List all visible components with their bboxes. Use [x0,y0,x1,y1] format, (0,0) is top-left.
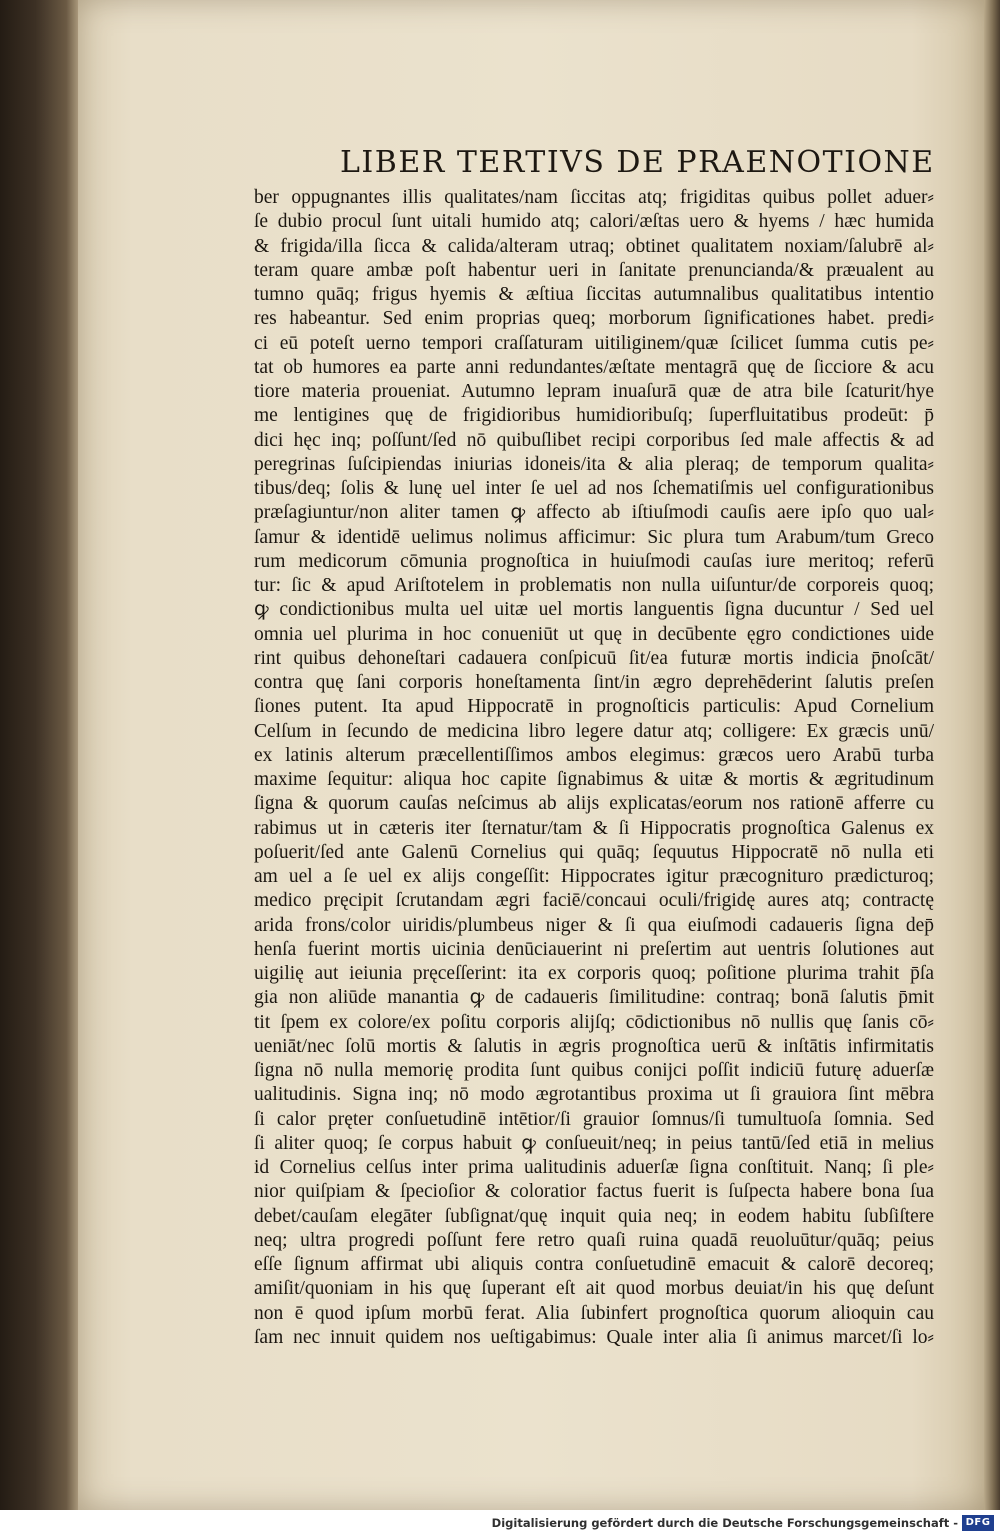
text-line: ſi aliter quoq; ſe corpus habuit ꝙ conſueuit/neq; in peius tantū/ſed etiā in melius [254,1132,934,1154]
text-line: ſamur & identidē uelimus nolimus afficimur: Sic plura tum Arabum/tum Greco [254,526,934,548]
text-line: uigilię aut ieiunia pręceſſerint: ita ex corporis quoq; poſitione plurima trahit p̄ſa [254,963,934,984]
text-line: peregrinas ſuſcipiendas iniurias idoneis/ita & alia pleraq; de temporum qualita⸗ [254,453,934,475]
text-line: rum medicorum cōmunia prognoſtica in huiuſmodi cauſas iure meritoq; referū [254,550,934,572]
text-line: ꝙ condictionibus multa uel uitæ uel mortis languentis ſigna ducuntur / Sed uel [254,599,934,621]
text-line: res habeantur. Sed enim proprias queq; morborum ſignificationes habet. predi⸗ [254,308,934,330]
footer-credit: Digitalisierung gefördert durch die Deutsche Forschungsgemeinschaft - [491,1516,958,1530]
dfg-logo: DFG [962,1515,994,1531]
page-edge [984,0,1000,1510]
book-gutter [0,0,78,1510]
text-line: eſſe ſignum affirmat ubi aliquis contra conſuetudinē emacuit & calorē decoreq; [254,1254,934,1275]
text-line: tat ob humores ea parte anni redundantes/æſtate mentagrā quę de ſicciore & acu [254,356,934,378]
text-line: tibus/deq; ſolis & lunę uel inter ſe uel ad nos ſchematiſmis uel configurationibus [254,478,934,499]
text-line: ſiones putent. Ita apud Hippocratē in prognoſticis particulis: Apud Cornelium [254,696,934,718]
text-line: me lentigines quę de frigidioribus humidioribuſq; ſuperfluitatibus prodeūt: p̄ [254,405,934,427]
text-line: tiore materia proueniat. Autumno lepram inuaſurā quæ de atra bile ſcaturit/hye [254,381,934,402]
text-line: poſuerit/ſed ante Galenū Cornelius qui quāq; ſequutus Hippocratē nō nulla eti [254,841,934,863]
text-line: ſam nec innuit quidem nos ueſtigabimus: Quale inter alia ſi animus marcet/ſi lo⸗ [254,1326,934,1348]
text-line: ualitudinis. Signa inq; nō modo ægrotantibus proxima ut ſi grauiora ſint mēbra [254,1084,934,1106]
text-line: tumno quāq; frigus hyemis & æſtiua ſiccitas autumnalibus qualitatibus intentio [254,284,934,305]
text-line: dici hęc inq; poſſunt/ſed nō quibuſlibet recipi corporibus ſed male affectis & ad [254,429,934,451]
text-line: omnia uel plurima in hoc conueniūt ut quę in decūbente ęgro condictiones uide [254,623,934,645]
text-line: tur: ſic & apud Ariſtotelem in problematis non nulla uiſuntur/de corporeis quoq; [254,575,934,596]
text-line: tit ſpem ex colore/ex poſitu corporis alijſq; cōdictionibus nō nullis quę ſanis cō⸗ [254,1011,934,1033]
text-line: ſi calor pręter conſuetudinē intētior/ſi grauior ſomnus/ſi tumultuoſa ſomnia. Sed [254,1108,934,1130]
text-line: ueniāt/nec ſolū mortis & ſalutis in ægris prognoſtica uerū & inſtātis infirmitatis [254,1035,934,1057]
running-head: LIBER TERTIVS DE PRAENOTIONE [340,145,935,180]
text-line: am uel a ſe uel ex alijs congeſſit: Hippocrates igitur præcogniturо prædicturoq; [254,866,934,887]
text-line: teram quare ambæ poſt habentur ueri in ſanitate prenuncianda/& præualent au [254,259,934,281]
text-line: medico pręcipit ſcrutandam ægri faciē/concaui oculi/frigidę aures atq; contractę [254,890,934,912]
text-line: arida frons/color uiridis/plumbeus niger & ſi qua eiuſmodi cadaueris ſigna dep̄ [254,914,934,936]
text-line: debet/cauſam elegāter ſubſignat/quę inquit quia neq; in eodem habitu ſubſiſtere [254,1205,934,1227]
text-line: rint quibus dehoneſtari cadauera conſpicuū ſit/ea futuræ mortis indicia p̄noſcāt/ [254,647,934,669]
text-line: id Cornelius celſus inter prima ualitudinis aduerſæ ſigna conſtituit. Nanq; ſi ple⸗ [254,1157,934,1178]
text-line: henſa fuerint mortis uicinia denūciauerint ni preſertim aut uentris ſolutiones aut [254,938,934,960]
text-line: amiſit/quoniam in his quę ſuperant eſt ait quod morbus deuiat/in his quę deſunt [254,1278,934,1300]
text-line: ſigna nō nulla memorię prodita ſunt quibus conijci poſſit indiciū futurę aduerſæ [254,1060,934,1081]
footer-bar [0,1510,1000,1537]
text-line: præſagiuntur/non aliter tamen ꝙ affecto ab iſtiuſmodi cauſis aere ipſo quo ual⸗ [254,502,934,524]
text-line: neq; ultra progredi poſſunt fere retro quaſi ruina quadā reuoluūtur/quāq; peius [254,1229,934,1251]
text-line: ber oppugnantes illis qualitates/nam ſiccitas atq; frigiditas quibus pollet aduer⸗ [254,187,934,208]
text-line: contra quę ſani corporis honeſtamenta ſint/in ægro deprehēderint ſalutis preſen [254,672,934,693]
text-line: ex latinis alterum præcellentiſſimos ambos elegimus: græcos uero Arabū turba [254,744,934,766]
text-line: ci eū poteſt uerno tempori craſſaturam uitiliginem/quæ ſcilicet ſumma cutis pe⸗ [254,332,934,354]
text-block [254,186,934,1350]
text-line: ſigna & quorum cauſas neſcimus ab alijs explicatas/eorum nos rationē afferre cu [254,793,934,815]
text-line: Celſum in ſecundo de medicina libro legere datur atq; colligere: Ex græcis unū/ [254,720,934,742]
text-line: non ē quod ipſum morbū ferat. Alia ſubinfert prognoſtica quorum alioquin cau [254,1302,934,1324]
text-line: & frigida/illa ſicca & calida/alteram utraq; obtinet qualitatem noxiam/ſalubrē al⸗ [254,235,934,257]
text-line: gia non aliūde manantia ꝙ de cadaueris ſimilitudine: contraq; bonā ſalutis p̄mit [254,987,934,1009]
text-line: ſe dubio procul ſunt uitali humido atq; calori/æſtas uero & hyems / hæc humida [254,211,934,233]
text-line: nior quiſpiam & ſpecioſior & coloratior factus fuerit is ſuſpecta habere bona ſua [254,1181,934,1203]
text-line: maxime ſequitur: aliqua hoc capite ſignabimus & uitæ & mortis & ægritudinum [254,769,934,790]
text-line: rabimus ut in cæteris iter ſternatur/tam & ſi Hippocratis prognoſtica Galenus ex [254,817,934,839]
